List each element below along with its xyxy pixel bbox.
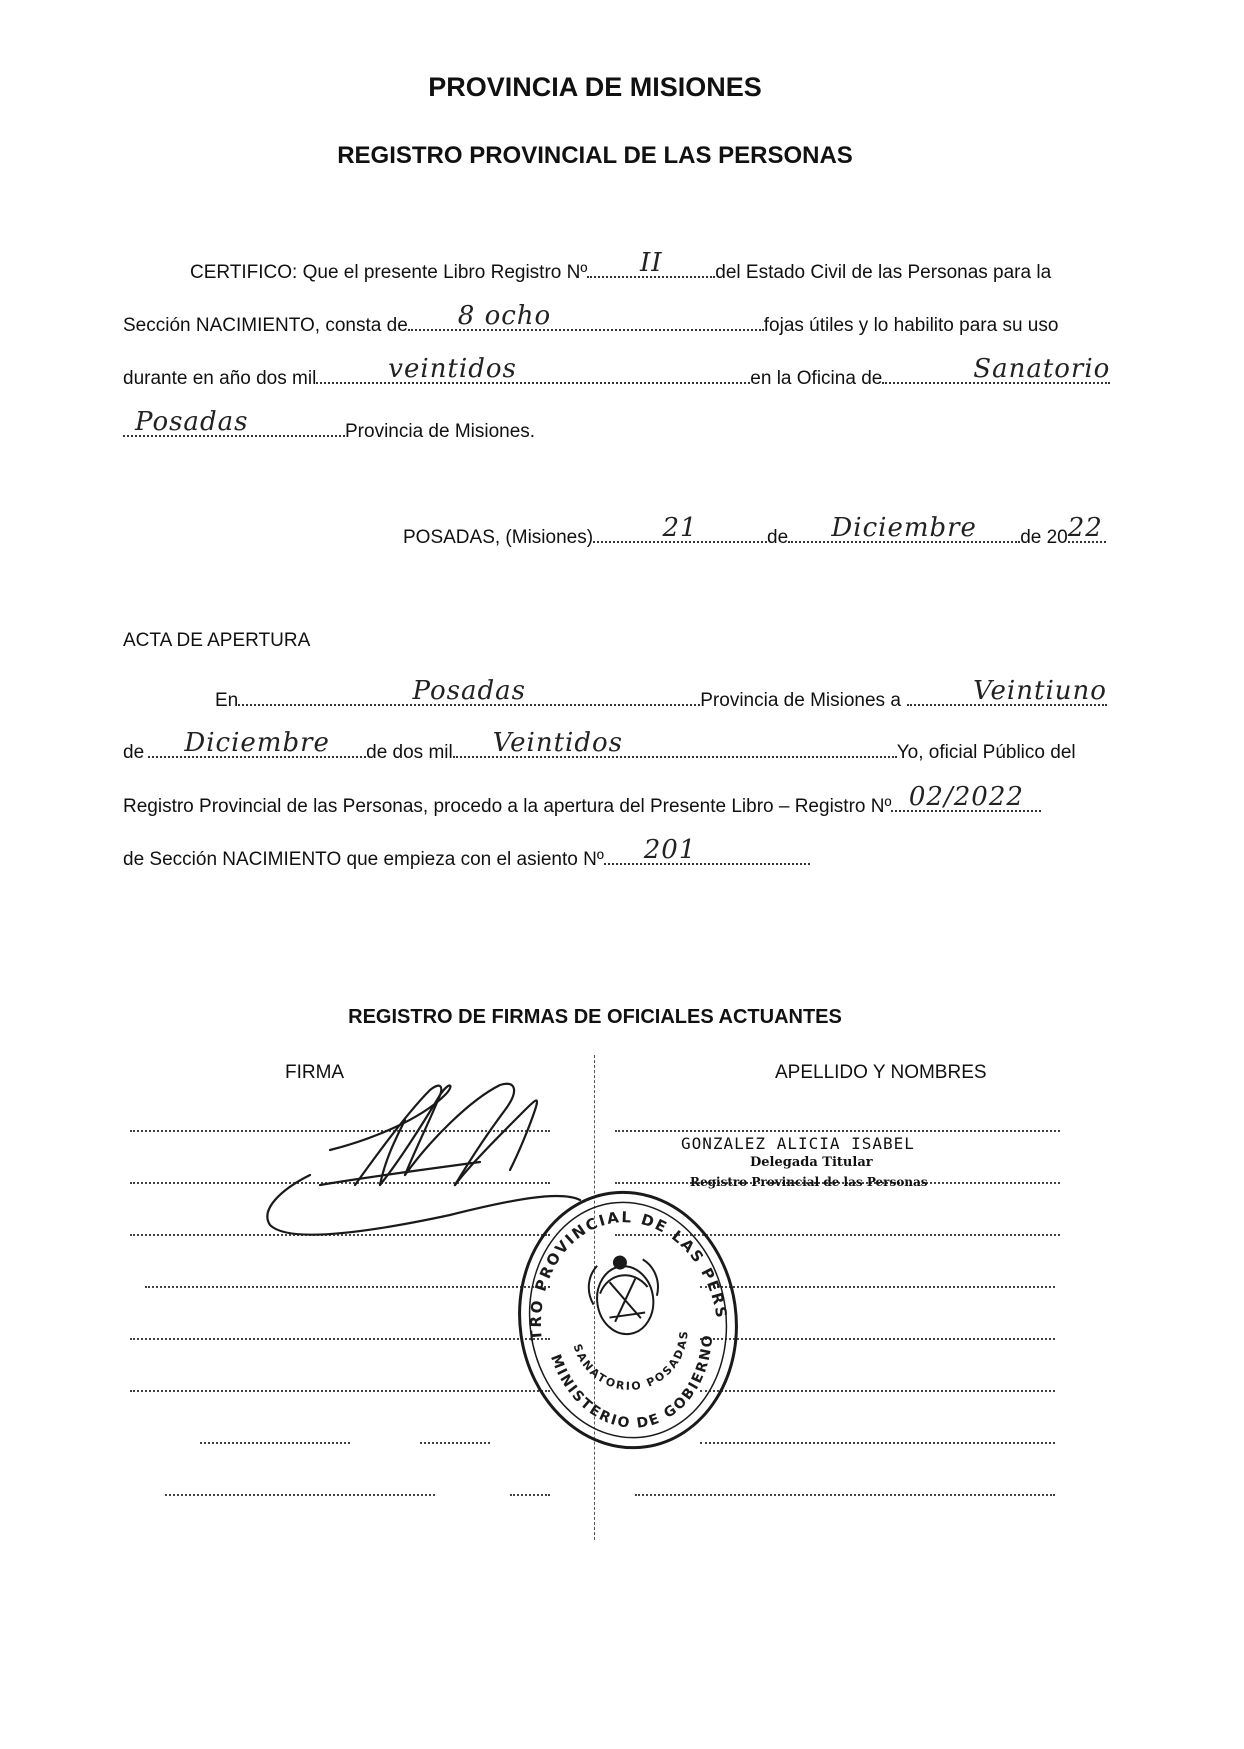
signatures-title: REGISTRO DE FIRMAS DE OFICIALES ACTUANTES (348, 1006, 842, 1028)
day-value: 21 (662, 513, 698, 543)
date-prefix: POSADAS, (Misiones) (403, 527, 594, 548)
month-value: Diciembre (831, 513, 977, 543)
acta-text: Yo, oficial Público del (896, 742, 1076, 763)
seal-bottom-text: MINISTERIO DE GOBIERNO (547, 1332, 717, 1432)
role-stamp: Delegada Titular (750, 1155, 873, 1170)
date-de-year: de 20 (1020, 527, 1068, 548)
asiento-value: 201 (643, 835, 697, 865)
dia-value: Veintiuno (973, 676, 1107, 706)
fojas-value: 8 ocho (457, 301, 552, 331)
seal-inner-text: SANATORIO POSADAS (570, 1328, 691, 1394)
acta-text: Provincia de Misiones a (700, 690, 901, 711)
anio-value: veintidos (388, 354, 517, 384)
certificate-text: fojas útiles y lo habilito para su uso (763, 315, 1059, 336)
year-value: 22 (1067, 513, 1103, 543)
certificate-text: CERTIFICO: Que el presente Libro Registro Nº (190, 262, 588, 283)
office-stamp: Registro Provincial de las Personas (690, 1175, 928, 1189)
acta-text: de dos mil (366, 742, 453, 763)
page-subtitle: REGISTRO PROVINCIAL DE LAS PERSONAS (337, 142, 853, 169)
certificate-text: en la Oficina de (750, 368, 883, 389)
seal-outer-text: REGISTRO PROVINCIAL DE LAS PERSONAS (526, 1208, 731, 1341)
acta-text: En (215, 690, 239, 711)
certificate-text: durante en año dos mil (123, 368, 317, 389)
certificate-text: del Estado Civil de las Personas para la (715, 262, 1052, 283)
acta-text: de (123, 742, 145, 763)
acta-heading: ACTA DE APERTURA (123, 630, 311, 651)
column-header-firma: FIRMA (285, 1062, 345, 1083)
registro-number-value: 02/2022 (908, 782, 1024, 812)
coat-of-arms-icon (585, 1252, 664, 1339)
page-title: PROVINCIA DE MISIONES (428, 72, 762, 102)
libro-number-value: II (640, 248, 663, 278)
oficina-value-2: Posadas (135, 407, 249, 437)
certificate-text: Sección NACIMIENTO, consta de (123, 315, 408, 336)
name-stamp: GONZALEZ ALICIA ISABEL (681, 1134, 915, 1153)
lugar-value: Posadas (412, 676, 526, 706)
acta-text: de Sección NACIMIENTO que empieza con el asiento Nº (123, 849, 604, 870)
svg-text:REGISTRO PROVINCIAL DE LAS PER (0, 0, 731, 1421)
oficina-value: Sanatorio (973, 354, 1111, 384)
column-header-nombres: APELLIDO Y NOMBRES (775, 1062, 987, 1083)
certificate-text: Provincia de Misiones. (345, 421, 536, 442)
date-de: de (767, 527, 789, 548)
acta-text: Registro Provincial de las Personas, procedo a la apertura del Presente Libro – Registro Nº (123, 796, 892, 817)
handwritten-signature (267, 1084, 580, 1235)
mes-value: Diciembre (184, 728, 330, 758)
svg-text:SANATORIO POSADAS (570, 1327, 698, 1401)
anio-acta-value: Veintidos (492, 728, 623, 758)
